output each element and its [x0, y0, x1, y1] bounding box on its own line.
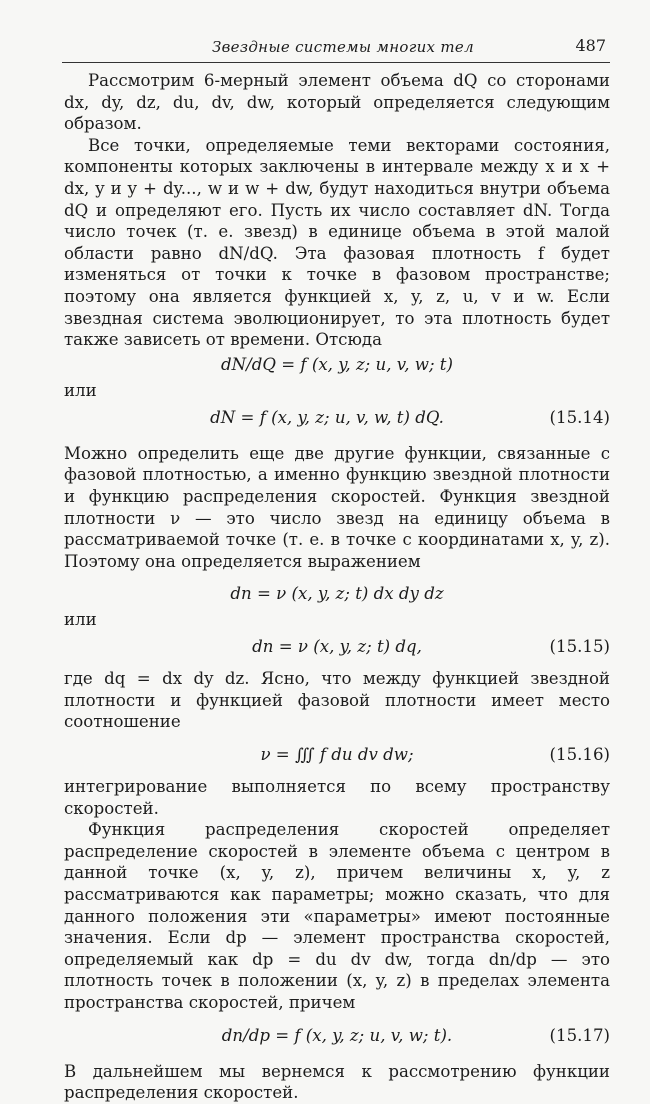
equation-body: dN/dQ = f (x, y, z; u, v, w; t)	[221, 354, 453, 374]
paragraph-velocity-distribution: Функция распределения скоростей определяет распределение скоростей в элементе объема с центром в данной точке (x, y, z), причем величины x, y, z рассматриваются как параметры; можно сказать, что для данного положения эти «параметры» имеют постоянные значения. Если dp — элемент пространства скоростей, определяемый как dp = du dv dw, тогда dn/dp — это плотность точек в положении (x, y, z) в пределах элемента пространства скоростей, причем	[64, 820, 610, 1012]
paragraph-star-density: Можно определить еще две другие функции, связанные с фазовой плотностью, а именно функцию звездной плотности и функцию распределения скоростей. Функция звездной плотности ν — это число звезд на единицу объема в рассматриваемой точке (т. е. в точке с координатами x, y, z). Поэтому она определяется выражением	[64, 443, 610, 571]
page-header	[62, 32, 610, 63]
equation-body: dn = ν (x, y, z; t) dq,	[252, 637, 422, 657]
equation-number: (15.16)	[549, 745, 610, 765]
paragraph-integration: интегрирование выполняется по всему пространству скоростей.	[64, 777, 610, 818]
equation-body: dN = f (x, y, z; u, v, w, t) dQ.	[210, 407, 444, 427]
connector-word: или	[64, 380, 97, 400]
equation-body: dn = ν (x, y, z; t) dx dy dz	[230, 584, 444, 604]
equation-number: (15.14)	[549, 407, 610, 427]
equation-number: (15.17)	[549, 1025, 610, 1045]
equation-15-17	[64, 1022, 610, 1049]
equation-body: dn/dp = f (x, y, z; u, v, w; t).	[221, 1025, 453, 1045]
page-number: 487	[575, 36, 606, 55]
connector-word: или	[64, 610, 97, 630]
equation-15-14	[64, 404, 610, 431]
equation-body: ν = ∭ f du dv dw;	[260, 745, 414, 765]
body-text	[64, 70, 610, 1104]
equation-15-15	[64, 633, 610, 660]
paragraph-phase-density: Все точки, определяемые теми векторами состояния, компоненты которых заключены в интервале между x и x + dx, y и y + dy..., w и w + dw, будут находиться внутри объема dQ и определяют его. Пусть их число составляет dN. Тогда число точек (т. е. звезд) в единице объема в этой малой области равно dN/dQ. Эта фазовая плотность f будет изменяться от точки к точке в фазовом пространстве; поэтому она является функцией x, y, z, u, v и w. Если звездная система эволюционирует, то эта плотность будет также зависеть от времени. Отсюда	[64, 135, 610, 350]
paragraph-volume-element: Рассмотрим 6-мерный элемент объема dQ со сторонами dx, dy, dz, du, dv, dw, который определяется следующим образом.	[64, 71, 610, 134]
equation-15-16	[64, 741, 610, 768]
equation-number: (15.15)	[549, 637, 610, 657]
equation-star-density	[64, 580, 610, 607]
paragraph-closing: В дальнейшем мы вернемся к рассмотрению функции распределения скоростей.	[64, 1061, 610, 1103]
equation-phase-density	[64, 351, 610, 378]
paragraph-relation: где dq = dx dy dz. Ясно, что между функцией звездной плотности и функцией фазовой плотности имеет место соотношение	[64, 669, 610, 732]
running-title: Звездные системы многих тел	[212, 38, 474, 56]
